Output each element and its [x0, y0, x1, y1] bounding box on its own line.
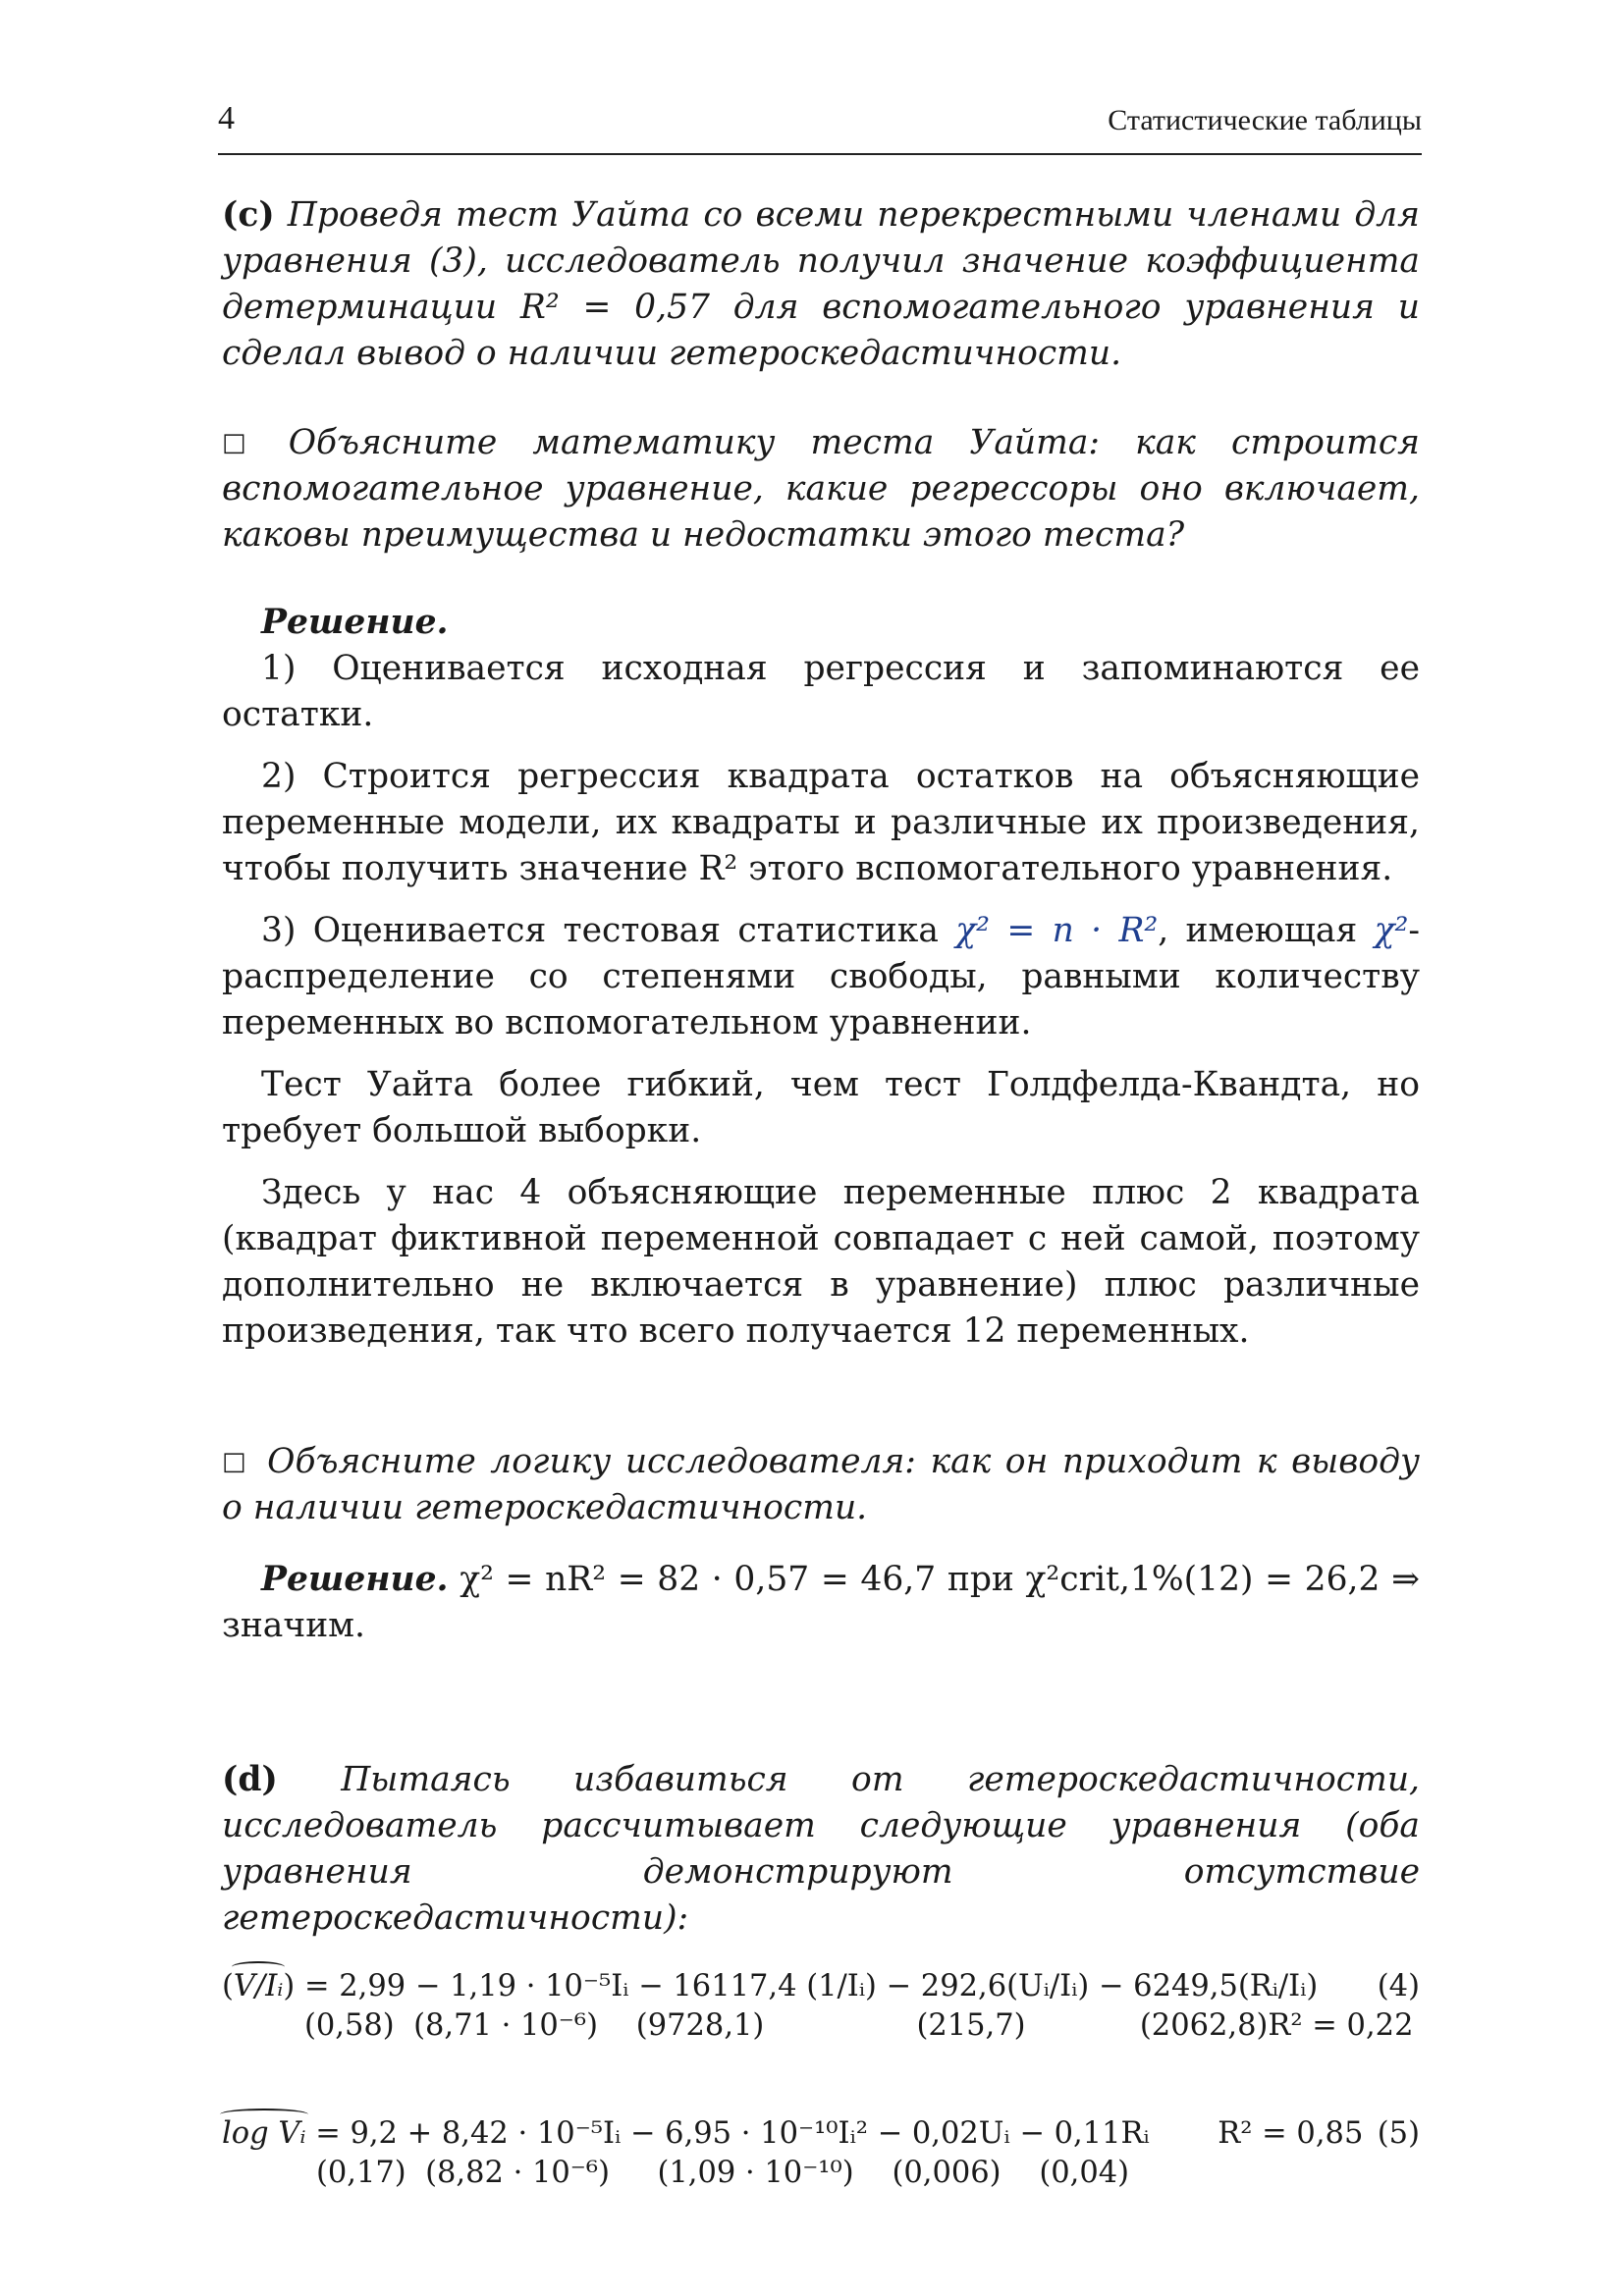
equation-4-number: (4) — [1377, 1969, 1420, 2003]
header-rule — [218, 153, 1422, 155]
equation-5-number: (5) — [1377, 2116, 1420, 2151]
question-1-text: Объясните математику теста Уайта: как строится вспомогательное уравнение, какие регрессоры оно включает, каковы преимущества и недостатки этого теста? — [222, 423, 1420, 555]
solution-heading: Решение. — [261, 603, 449, 642]
solution-2 — [222, 1557, 1420, 1649]
solution-1-heading — [222, 600, 1420, 646]
step-3-chi-symbol: χ² — [1374, 911, 1409, 950]
solution-heading: Решение. — [261, 1560, 449, 1599]
checkbox-square-icon: □ — [222, 1447, 250, 1476]
equation-5-standard-errors: (0,17) (8,82 · 10⁻⁶) (1,09 · 10⁻¹⁰) (0,006) (0,04) — [316, 2156, 1130, 2190]
equation-4-line-2 — [304, 2006, 1413, 2046]
running-header-title: Статистические таблицы — [1108, 104, 1422, 136]
part-d-text: Пытаясь избавиться от гетероскедастичности, исследователь рассчитывает следующие уравнения (оба уравнения демонстрируют отсутствие гетероскедастичности): — [222, 1760, 1421, 1938]
equation-4-standard-errors: (0,58) (8,71 · 10⁻⁶) (9728,1) (215,7) (2062,8) — [304, 2008, 1269, 2043]
equation-4-lhs: V/Iᵢ — [234, 1967, 284, 2006]
solution-1-paragraph-a: Тест Уайта более гибкий, чем тест Голдфелда-Квандта, но требует большой выборки. — [222, 1065, 1420, 1150]
part-c-paragraph — [222, 192, 1420, 377]
part-d-label: (d) — [222, 1760, 278, 1799]
question-1 — [222, 420, 1420, 559]
part-d-paragraph — [222, 1757, 1420, 1942]
equation-4 — [222, 1967, 1420, 2057]
equation-4-r2: R² = 0,22 — [1268, 2008, 1414, 2043]
solution-1-paragraph-b: Здесь у нас 4 объясняющие переменные плюс 2 квадрата (квадрат фиктивной переменной совпадает с ней самой, поэтому дополнительно не включается в уравнение) плюс различные произведения, так что всего получается 12 переменных. — [222, 1173, 1420, 1351]
equation-5-lhs: log Vᵢ — [222, 2114, 306, 2154]
step-3-text-b: , имеющая — [1158, 911, 1358, 950]
solution-1-step-2: 2) Строится регрессия квадрата остатков на объясняющие переменные модели, их квадраты и различные их произведения, чтобы получить значение R² этого вспомогательного уравнения. — [222, 757, 1420, 888]
question-2 — [222, 1439, 1420, 1531]
equation-5-r2: R² = 0,85 — [1218, 2116, 1364, 2151]
step-3-text-c: -распределение со степенями свободы, равными количеству переменных во вспомогательном уравнении. — [222, 911, 1421, 1042]
equation-5-rhs: = 9,2 + 8,42 · 10⁻⁵Iᵢ − 6,95 · 10⁻¹⁰Iᵢ² − 0,02Uᵢ − 0,11Rᵢ — [315, 2116, 1150, 2151]
solution-1-step-1: 1) Оценивается исходная регрессия и запоминаются ее остатки. — [222, 649, 1420, 734]
part-c-label: (c) — [222, 195, 275, 235]
solution-1-step-3 — [222, 908, 1420, 1046]
step-3-text-a: 3) Оценивается тестовая статистика — [261, 911, 939, 950]
solution-2-formula: χ² = nR² = 82 · 0,57 = 46,7 при χ²crit,1%(12) = 26,2 ⇒ значим. — [222, 1560, 1421, 1645]
question-2-text: Объясните логику исследователя: как он приходит к выводу о наличии гетероскедастичности. — [222, 1442, 1420, 1527]
equation-5-line-2 — [316, 2154, 1129, 2193]
equation-5 — [222, 2114, 1420, 2205]
checkbox-square-icon: □ — [222, 428, 271, 457]
step-3-formula: χ² = n · R² — [955, 911, 1159, 950]
equation-4-rhs: = 2,99 − 1,19 · 10⁻⁵Iᵢ − 16117,4 (1/Iᵢ) − 292,6(Uᵢ/Iᵢ) − 6249,5(Rᵢ/Iᵢ) — [304, 1969, 1319, 2003]
part-c-text: Проведя тест Уайта со всеми перекрестными членами для уравнения (3), исследователь получил значение коэффициента детерминации R² = 0,57 для вспомогательного уравнения и сделал вывод о наличии гетероскедастичности. — [222, 195, 1420, 373]
page-number: 4 — [218, 100, 235, 136]
equation-5-line-1 — [222, 2114, 1363, 2154]
equation-4-line-1: (V/Iᵢ) = 2,99 − 1,19 · 10⁻⁵Iᵢ − 16117,4 (1/Iᵢ) − 292,6(Uᵢ/Iᵢ) − 6249,5(Rᵢ/Iᵢ) — [222, 1967, 1318, 2006]
page-content — [222, 192, 1420, 2205]
